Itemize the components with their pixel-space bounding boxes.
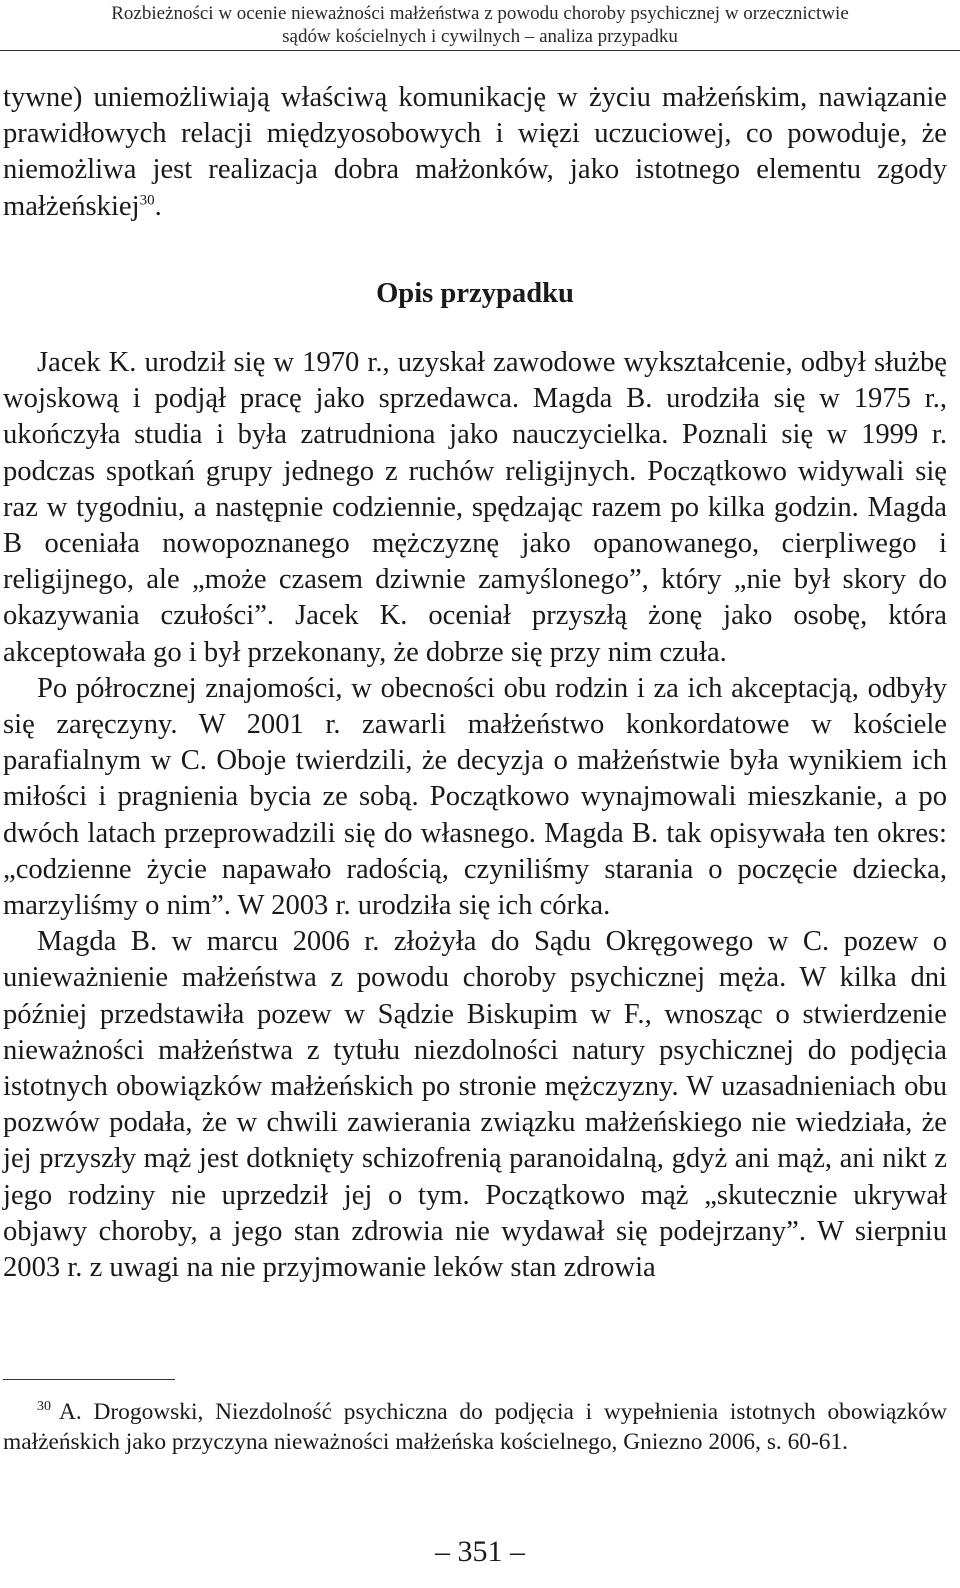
intro-tail: . — [154, 190, 162, 222]
footnote-text: A. Drogowski, Niezdolność psychiczna do podjęcia i wypełnienia istotnych obowiązków małżeńskich jako przyczyna nieważności małżeńska kościelnego, Gniezno 2006, s. 60-61. — [3, 1399, 947, 1455]
intro-text: tywne) uniemożliwiają właściwą komunikację w życiu małżeńskim, nawiązanie prawidłowych relacji międzyosobowych i więzi uczuciowej, co powoduje, że niemożliwa jest realizacja dobra małżonków, jako istotnego elementu zgody małżeńskiej — [3, 82, 947, 222]
running-header-line-2: sądów kościelnych i cywilnych – analiza przypadku — [282, 26, 678, 47]
main-text — [3, 80, 947, 1286]
intro-paragraph — [3, 80, 947, 225]
paragraph-2: Po półrocznej znajomości, w obecności obu rodzin i za ich akceptacją, odbyły się zaręczyny. W 2001 r. zawarli małżeństwo konkordatowe w kościele parafialnym w C. Oboje twierdzili, że decyzja o małżeństwie była wynikiem ich miłości i pragnienia bycia ze sobą. Początkowo wynajmowali mieszkanie, a po dwóch latach przeprowadzili się do własnego. Magda B. tak opisywała ten okres: „codzienne życie napawało radością, czyniliśmy starania o poczęcie dziecka, marzyliśmy o nim”. W 2003 r. urodziła się ich córka. — [3, 672, 947, 922]
running-header-line-1: Rozbieżności w ocenie nieważności małżeństwa z powodu choroby psychicznej w orzecznictwie — [111, 3, 849, 24]
header-rule — [0, 50, 960, 51]
footnote — [3, 1398, 947, 1457]
page-number: – 351 – — [435, 1535, 525, 1568]
footnote-paragraph — [3, 1398, 947, 1457]
paragraph-1: Jacek K. urodził się w 1970 r., uzyskał zawodowe wykształcenie, odbył służbę wojskową i podjął pracę jako sprzedawca. Magda B. urodziła się w 1975 r., ukończyła studia i była zatrudniona jako nauczycielka. Poznali się w 1999 r. podczas spotkań grupy jednego z ruchów religijnych. Początkowo widywali się raz w tygodniu, a następnie codziennie, spędzając razem po kilka godzin. Magda B oceniała nowopoznanego mężczyznę jako opanowanego, cierpliwego i religijnego, ale „może czasem dziwnie zamyślonego”, który „nie był skory do okazywania czułości”. Jacek K. oceniał przyszłą żonę jako osobę, która akceptowała go i był przekonany, że dobrze się przy nim czuła. — [3, 347, 947, 668]
section-heading: Opis przypadku — [376, 277, 574, 309]
running-header — [0, 2, 960, 48]
footnote-rule — [3, 1379, 175, 1380]
paragraph-3: Magda B. w marcu 2006 r. złożyła do Sądu Okręgowego w C. pozew o unieważnienie małżeństwa z powodu choroby psychicznej męża. W kilka dni później przedstawiła pozew w Sądzie Biskupim w F., wnosząc o stwierdzenie nieważności małżeństwa z tytułu niezdolności natury psychicznej do podjęcia istotnych obowiązków małżeńskich po stronie mężczyzny. W uzasadnieniach obu pozwów podała, że w chwili zawierania związku małżeńskiego nie wiedziała, że jej przyszły mąż jest dotknięty schizofrenią paranoidalną, gdyż ani mąż, ani nikt z jego rodziny nie uprzedził jej o tym. Początkowo mąż „skutecznie ukrywał objawy choroby, a jego stan zdrowia nie wydawał się podejrzany”. W sierpniu 2003 r. z uwagi na nie przyjmowanie leków stan zdrowia — [3, 926, 947, 1284]
footnote-number: 30 — [37, 1399, 51, 1415]
footnote-reference: 30 — [139, 192, 155, 209]
